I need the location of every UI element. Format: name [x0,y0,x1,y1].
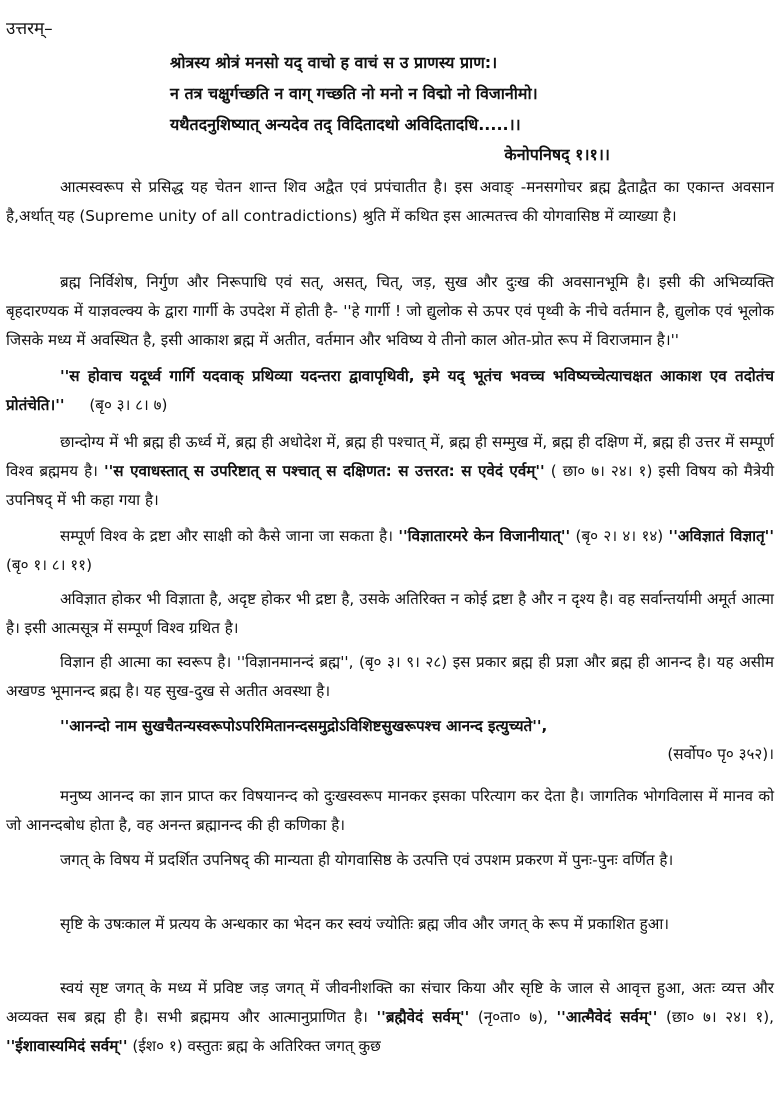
paragraph-6: अविज्ञात होकर भी विज्ञाता है, अदृष्ट होकर भी द्रष्टा है, उसके अतिरिक्त न कोई द्रष्टा है और न दृश्य है। वह सर्वान्तर्यामी अमूर्त आत्मा है। इसी आत्मसूत्र में सम्पूर्ण विश्व ग्रथित है। [6,590,774,637]
paragraph-3 [6,362,774,420]
paragraph-text: स्वयं सृष्ट जगत् के मध्य में प्रविष्ट जड़ जगत् में जीवनीशक्ति का संचार किया और सृष्टि के जाल से आवृत्त हुआ, अतः व्यत्त और अव्यक्त सब ब्रह्म ही है। सभी ब्रह्ममय और आत्मानुप्राणित है। [6,979,774,1026]
sanskrit-quote: ''ब्रह्मैवेदं सर्वम्'' [376,1008,470,1026]
paragraph-4 [6,428,774,515]
sanskrit-quote: ''विज्ञातारमरे केन विजानीयात्'' [398,527,571,545]
paragraph-9: मनुष्य आनन्द का ज्ञान प्राप्त कर विषयानन्द को दुःखस्वरूप मानकर इसका परित्याग कर देता है। जागतिक भोगविलास में मानव को जो आनन्दबोध होता है, वह अनन्त ब्रह्मानन्द की ही कणिका है। [6,787,774,834]
paragraph-10: जगत् के विषय में प्रदर्शित उपनिषद् की मान्यता ही योगवासिष्ठ के उत्पत्ति एवं उपशम प्रकरण में पुनः-पुनः वर्णित है। [60,851,674,869]
citation: (छा० ७। २४। १), [657,1008,775,1026]
section-heading: उत्तरम्– [6,19,53,39]
paragraph-12 [6,974,774,1061]
paragraph-text: सम्पूर्ण विश्व के द्रष्टा और साक्षी को कैसे जाना जा सकता है। [60,527,399,545]
verse-reference: केनोपनिषद् १।१।। [504,145,610,164]
sanskrit-quote: ''ईशावास्यमिदं सर्वम्'' [6,1037,128,1055]
paragraph-1: आत्मस्वरूप से प्रसिद्ध यह चेतन शान्त शिव अद्वैत एवं प्रपंचातीत है। इस अवाङ् -मनसगोचर ब्रह्म द्वैताद्वैत का एकान्त अवसान है,अर्थात् यह (Supreme unity of all contradictions) श्रुति में कथित इस आत्मतत्त्व की योगवासिष्ठ में व्याख्या है। [6,178,774,225]
citation: (सर्वोप० पृ० ३५२)। [667,745,774,763]
citation: (नृ०ता० ७), [469,1008,557,1026]
paragraph-11: सृष्टि के उषःकाल में प्रत्यय के अन्धकार का भेदन कर स्वयं ज्योतिः ब्रह्म जीव और जगत् के रूप में प्रकाशित हुआ। [60,915,669,933]
paragraph-8 [6,712,774,741]
citation: (बृ० ३। ८। ७) [89,396,168,414]
sanskrit-quote: ''अविज्ञातं विज्ञातृ'' [668,527,774,545]
paragraph-2: ब्रह्म निर्विशेष, निर्गुण और निरूपाधि एवं सत्, असत्, चित्, जड़, सुख और दुःख की अवसानभूमि है। इसी की अभिव्यक्ति बृहदारण्यक में याज्ञवल्क्य के द्वारा गार्गी के उपदेश में होती है- ''हे गार्गी ! जो द्युलोक से ऊपर एवं पृथ्वी के नीचे वर्तमान है, द्युलोक एवं भूलोक जिसके मध्य में अवस्थित है, इसी आकाश ब्रह्म में अतीत, वर्तमान और भविष्य ये तीनो काल ओत-प्रोत रूप में विराजमान है।'' [6,273,774,349]
paragraph-text: ( छा० ७। २४। १) इसी विषय को मैत्रेयी उपनिषद् में भी कहा गया है। [6,462,775,509]
sanskrit-quote: ''आत्मैवेदं सर्वम्'' [556,1008,658,1026]
paragraph-text: छान्दोग्य में भी ब्रह्म ही ऊर्ध्व में, ब्रह्म ही अधोदेश में, ब्रह्म ही पश्चात् में, ब्रह्म ही सम्मुख में, ब्रह्म ही दक्षिण में, ब्रह्म ही उत्तर में सम्पूर्ण विश्व ब्रह्ममय है। [6,433,774,480]
citation: (बृ० २। ४। १४) [570,527,669,545]
sanskrit-quote: ''स होवाच यदूर्ध्व गार्गि यदवाक् प्रथिव्या यदन्तरा द्वावापृथिवी, इमे यद् भूतंच भवच्च भविष्यच्चेत्याचक्षत आकाश एव तदोतंच प्रोतंचेति।'' [6,367,774,414]
verse-line-3: यथैतदनुशिष्यात् अन्यदेव तद् विदितादथो अविदितादधि.....।। [170,115,521,134]
paragraph-text: (ईश० १) वस्तुतः ब्रह्म के अतिरिक्त जगत् कुछ [127,1037,381,1055]
sanskrit-quote: ''आनन्दो नाम सुखचैतन्यस्वरूपोऽपरिमितानन्दसमुद्रोऽविशिष्टसुखरूपश्च आनन्द इत्युच्यते'', [60,717,548,735]
sanskrit-quote: ''स एवाधस्तात् स उपरिष्टात् स पश्चात् स दक्षिणत: स उत्तरत: स एवेदं एर्वम्'' [103,462,545,480]
paragraph-5 [6,522,774,580]
verse-line-1: श्रोत्रस्य श्रोत्रं मनसो यद् वाचो ह वाचं स उ प्राणस्य प्राण:। [170,53,498,72]
citation: (बृ० १। ८। ११) [6,556,93,574]
paragraph-7: विज्ञान ही आत्मा का स्वरूप है। ''विज्ञानमानन्दं ब्रह्म'', (बृ० ३। ९। २८) इस प्रकार ब्रह्म ही प्रज्ञा और ब्रह्म ही आनन्द है। यह असीम अखण्ड भूमानन्द ब्रह्म है। यह सुख-दुख से अतीत अवस्था है। [6,653,774,700]
verse-line-2: न तत्र चक्षुर्गच्छति न वाग् गच्छति नो मनो न विद्मो नो विजानीमो। [170,84,538,103]
